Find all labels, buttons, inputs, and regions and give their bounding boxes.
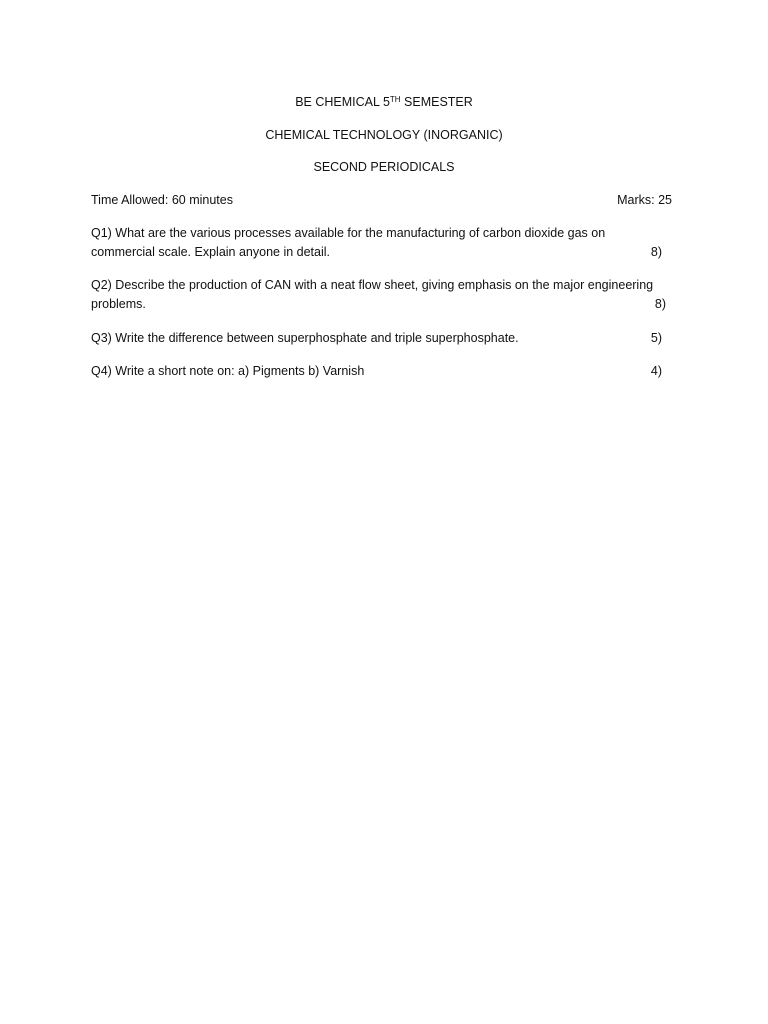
time-allowed: Time Allowed: 60 minutes — [91, 193, 233, 207]
question-1-line-1: Q1) What are the various processes available for the manufacturing of carbon dioxide gas on — [91, 226, 606, 240]
question-4-line-1: Q4) Write a short note on: a) Pigments b) Varnish — [91, 364, 365, 378]
course-title-semester: SEMESTER — [400, 95, 473, 109]
question-3-line-1: Q3) Write the difference between superphosphate and triple superphosphate. — [91, 331, 519, 345]
question-3-marks: 5) — [650, 331, 662, 345]
question-1-line-2: commercial scale. Explain anyone in detail. — [91, 245, 331, 259]
question-1-marks: 8) — [650, 245, 662, 259]
question-2-line-2: problems. — [91, 297, 146, 311]
subject-title: CHEMICAL TECHNOLOGY (INORGANIC) — [265, 128, 503, 142]
question-4-marks: 4) — [650, 364, 662, 378]
total-marks: Marks: 25 — [617, 193, 672, 207]
ordinal-suffix: TH — [389, 95, 401, 104]
course-title — [0, 93, 768, 112]
question-2-marks: 8) — [654, 297, 666, 311]
exam-title: SECOND PERIODICALS — [313, 160, 455, 174]
question-2-line-1: Q2) Describe the production of CAN with a neat flow sheet, giving emphasis on the major engineering — [91, 278, 654, 292]
course-title-text: BE CHEMICAL 5 — [295, 95, 390, 109]
